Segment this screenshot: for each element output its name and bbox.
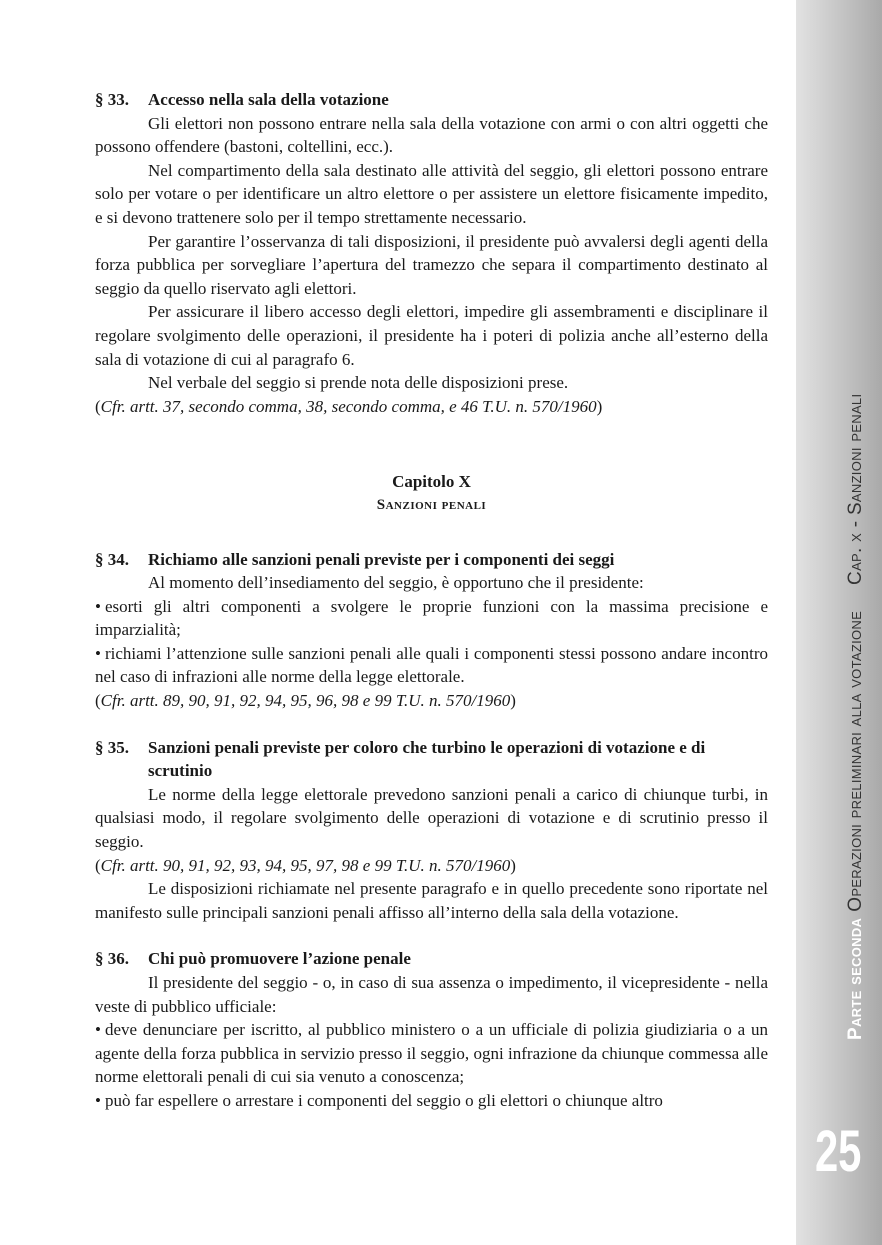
bullet-item: • esorti gli altri componenti a svolgere le proprie funzioni con la massima precisione e imparzialità; <box>95 595 768 642</box>
paragraph: Per assicurare il libero accesso degli elettori, impedire gli assembramenti e disciplinare il regolare svolgimento delle operazioni, il presidente ha i poteri di polizia anche all’esterno della sala di votazione di cui al paragrafo 6. <box>95 302 768 369</box>
law-citation: (Cfr. artt. 89, 90, 91, 92, 94, 95, 96, 98 e 99 T.U. n. 570/1960) <box>95 691 516 711</box>
section-number: § 34. <box>95 549 129 569</box>
citation-text: Cfr. artt. 90, 91, 92, 93, 94, 95, 97, 98 e 99 T.U. n. 570/1960 <box>100 855 511 875</box>
paragraph: Al momento dell’insediamento del seggio, è opportuno che il presidente: <box>148 573 644 593</box>
chapter-title: Capitolo X <box>392 472 471 492</box>
side-running-header <box>845 394 867 1040</box>
section-36 <box>95 947 768 1112</box>
bullet-item: • richiami l’attenzione sulle sanzioni penali alle quali i componenti stessi possono andare incontro nel caso di infrazioni alle norme della legge elettorale. <box>95 642 768 689</box>
chapter-subtitle: Sanzioni penali <box>376 496 487 513</box>
paragraph: Le disposizioni richiamate nel presente paragrafo e in quello precedente sono riportate nel manifesto sulle principali sanzioni penali affisso all’interno della sala della votazione. <box>95 879 768 922</box>
section-title: Sanzioni penali previste per coloro che turbino le operazioni di votazione e di scrutinio <box>148 737 706 781</box>
section-title: Accesso nella sala della votazione <box>148 90 389 109</box>
section-title: Richiamo alle sanzioni penali previste per i componenti dei seggi <box>148 549 615 569</box>
section-number: § 36. <box>95 949 129 969</box>
side-band <box>796 0 882 1245</box>
section-heading <box>95 736 768 783</box>
bullet-item: • deve denunciare per iscritto, al pubblico ministero o a un ufficiale di polizia giudiziaria o a un agente della forza pubblica in servizio presso il seggio, ogni infrazione da chiunque commessa alle norme elettorali penali di cui sia venuto a conoscenza; <box>95 1018 768 1089</box>
section-35 <box>95 736 768 925</box>
citation-text: Cfr. artt. 37, secondo comma, 38, secondo comma, e 46 T.U. n. 570/1960 <box>100 396 597 416</box>
law-citation: (Cfr. artt. 90, 91, 92, 93, 94, 95, 97, 98 e 99 T.U. n. 570/1960) <box>95 855 516 875</box>
section-heading <box>95 947 768 971</box>
section-heading <box>95 88 768 112</box>
section-number: § 33. <box>95 90 129 109</box>
section-34 <box>95 548 768 713</box>
section-33 <box>95 88 768 418</box>
paragraph: Le norme della legge elettorale prevedono sanzioni penali a carico di chiunque turbi, in qualsiasi modo, il regolare svolgimento delle operazioni di votazione e di scrutinio presso il seggio. <box>95 784 768 852</box>
paragraph: Il presidente del seggio - o, in caso di sua assenza o impedimento, il vicepresidente - nella veste di pubblico ufficiale: <box>95 973 768 1016</box>
chapter-label: Cap. x - Sanzioni penali <box>845 393 866 585</box>
law-citation: (Cfr. artt. 37, secondo comma, 38, secondo comma, e 46 T.U. n. 570/1960) <box>95 396 603 416</box>
section-title: Chi può promuovere l’azione penale <box>148 949 411 969</box>
section-number: § 35. <box>95 737 129 757</box>
page-body <box>95 88 768 1113</box>
paragraph: Nel compartimento della sala destinato alle attività del seggio, gli elettori possono entrare solo per votare o per identificare un altro elettore o per assistere un elettore fisicamente impedito, e si devono trattenere solo per il tempo strettamente necessario. <box>95 160 768 227</box>
part-label: Parte seconda <box>845 917 866 1040</box>
paragraph: Nel verbale del seggio si prende nota delle disposizioni prese. <box>148 373 569 393</box>
page-number: 25 <box>814 1119 862 1184</box>
chapter-heading <box>95 470 768 517</box>
bullet-item: • può far espellere o arrestare i componenti del seggio o gli elettori o chiunque altro <box>95 1089 768 1113</box>
paragraph: Gli elettori non possono entrare nella sala della votazione con armi o con altri oggetti che possono offendere (bastoni, coltellini, ecc.). <box>95 113 768 157</box>
citation-text: Cfr. artt. 89, 90, 91, 92, 94, 95, 96, 98 e 99 T.U. n. 570/1960 <box>100 691 511 711</box>
section-label: Operazioni preliminari alla votazione <box>845 610 866 912</box>
paragraph: Per garantire l’osservanza di tali disposizioni, il presidente può avvalersi degli agenti della forza pubblica per sorvegliare l’apertura del tramezzo che separa il compartimento destinato al seggio da quello riservato agli elettori. <box>95 231 768 298</box>
section-heading <box>95 548 768 572</box>
